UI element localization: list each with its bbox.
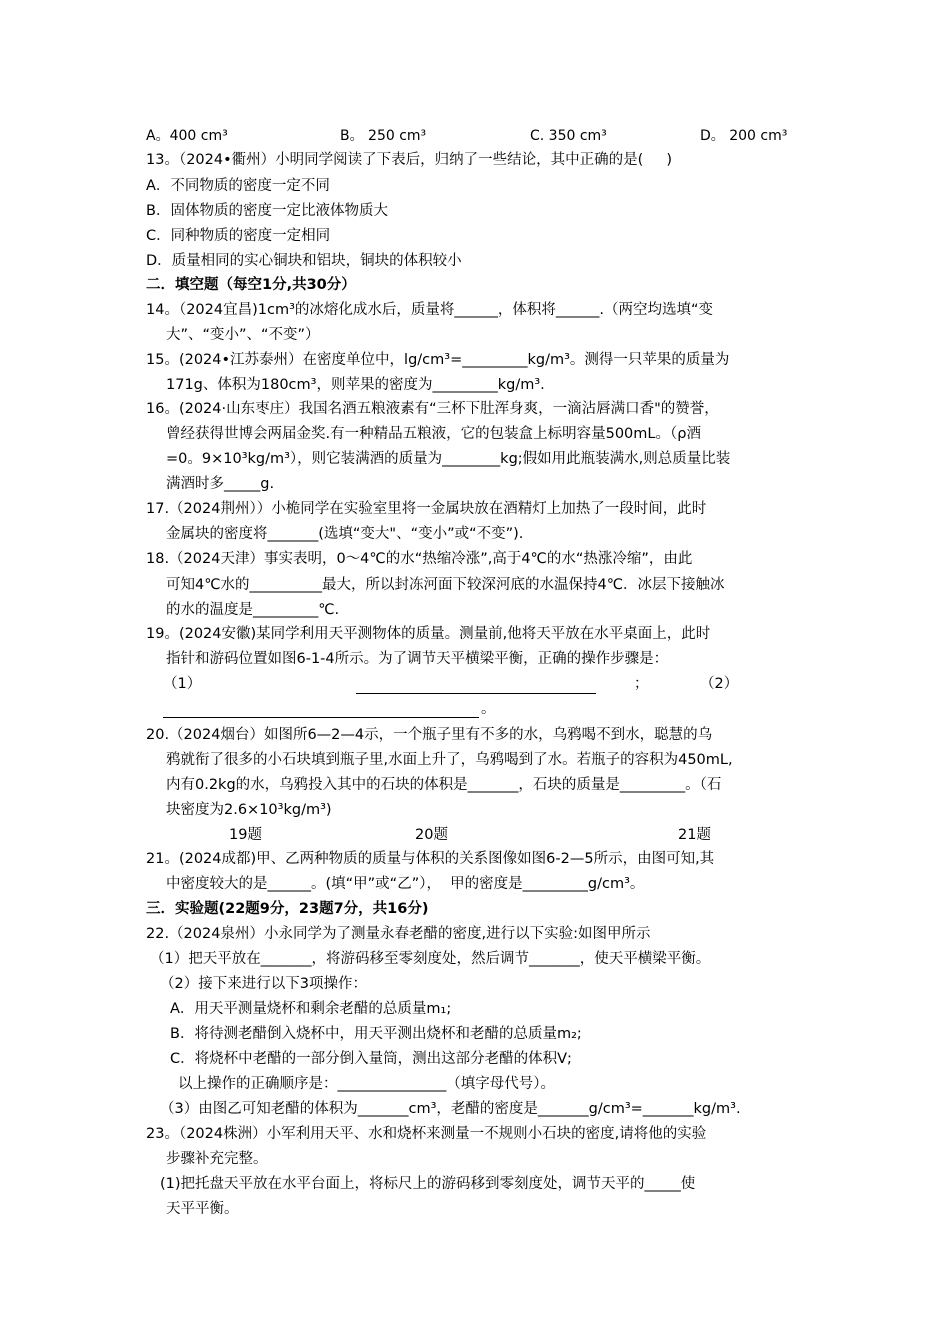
figure-label-19: 19题 [229,827,262,843]
q16-line-1: 16。(2024·山东枣庄）我国名酒五粮液素有“三杯下肚浑身爽，一滴沾唇满口香"的赞誉， [146,401,719,417]
q13-option-b: B．固体物质的密度一定比液体物质大 [146,203,388,219]
q22-part-2: （2）接下来进行以下3项操作： [160,976,367,992]
q13-option-a: A．不同物质的密度一定不同 [146,178,330,194]
q14-line-2: 大”、“变小”、“不变”） [166,327,320,343]
q17-line-1: 17.（2024荆州））小桅同学在实验室里将一金属块放在酒精灯上加热了一段时间，此时 [146,501,707,517]
q13-option-d: D．质量相同的实心铜块和铝块，铜块的体积较小 [146,253,462,269]
q18-line-3: 的水的温度是_________℃. [166,602,340,618]
q12-option-a: A。400 cm³ [146,128,228,144]
q20-line-2: 鸦就衔了很多的小石块填到瓶子里,水面上升了，乌鸦喝到了水。若瓶子的容积为450mL, [166,752,733,768]
q14-line-1: 14。（2024宜昌)1cm³的冰熔化成水后，质量将______，体积将______.（两空均选填“变 [146,302,714,318]
q19-answer-line-1 [356,693,596,694]
q17-line-2: 金属块的密度将_______(选填“变大"、“变小”或“不变”). [166,526,524,542]
q20-line-1: 20.（2024烟台）如图所6—2—4示，一个瓶子里有不多的水，乌鸦喝不到水，聪慧的乌 [146,727,713,743]
q15-line-2: 171g、体积为180cm³，则苹果的密度为_________kg/m³. [166,377,545,393]
figure-label-21: 21题 [678,827,711,843]
section-2-heading: 二．填空题（每空1分,共30分） [146,277,356,293]
q19-part-2-label: （2） [700,676,739,692]
q23-line-1: 23。（2024株洲）小军利用天平、水和烧杯来测量一不规则小石块的密度,请将他的实验 [146,1126,707,1142]
q22-part-1: （1）把天平放在_______，将游码移至零刻度处，然后调节_______，使天平横梁平衡。 [150,951,711,967]
section-3-heading: 三．实验题(22题9分，23题7分，共16分) [146,901,429,917]
q22-part-3: （3）由图乙可知老醋的体积为_______cm³，老醋的密度是_______g/cm³=_______kg/m³. [160,1101,741,1117]
q22-step-b: B．将待测老醋倒入烧杯中，用天平测出烧杯和老醋的总质量m₂; [170,1026,582,1042]
q23-line-2: 步骤补充完整。 [166,1151,268,1167]
q23-line-3: (1)把托盘天平放在水平台面上，将标尺上的游码移到零刻度处，调节天平的_____使 [160,1176,696,1192]
q22-order: 以上操作的正确顺序是：_______________（填字母代号）。 [178,1076,555,1092]
q13-stem: 13。（2024•衢州）小明同学阅读了下表后，归纳了一些结论，其中正确的是( ) [146,152,673,168]
q13-option-c: C．同种物质的密度一定相同 [146,228,331,244]
q21-line-1: 21。(2024成都)甲、乙两种物质的质量与体积的关系图像如图6-2—5所示，由图可知,其 [146,851,715,867]
q19-line-2: 指针和游码位置如图6-1-4所示。为了调节天平横梁平衡，正确的操作步骤是： [166,651,669,667]
q12-option-c: C. 350 cm³ [530,128,607,144]
q16-line-3: =0。9×10³kg/m³），则它装满酒的质量为________kg;假如用此瓶装满水,则总质量比装 [166,451,731,467]
q16-line-4: 满酒时多_____g. [166,476,275,492]
q18-line-2: 可知4℃水的__________最大，所以封冻河面下较深河底的水温保持4℃．冰层下接触冰 [166,577,725,593]
q18-line-1: 18.（2024天津）事实表明，0～4℃的水“热缩冷涨”,高于4℃的水“热涨冷缩”，由此 [146,551,693,567]
q12-option-b: B。 250 cm³ [340,128,427,144]
q19-semicolon: ； [634,676,649,692]
q19-line-1: 19。(2024安徽)某同学利用天平测物体的质量。测量前,他将天平放在水平桌面上，此时 [146,626,711,642]
q19-period: 。 [481,701,496,717]
q22-step-a: A．用天平测量烧杯和剩余老醋的总质量m₁; [170,1001,452,1017]
q12-option-d: D。 200 cm³ [700,128,788,144]
q22-step-c: C．将烧杯中老醋的一部分倒入量筒，测出这部分老醋的体积V; [170,1051,572,1067]
q19-answer-line-2 [163,717,479,718]
q23-line-4: 天平平衡。 [166,1201,239,1217]
q22-stem: 22.（2024泉州）小永同学为了测量永春老醋的密度,进行以下实验:如图甲所示 [146,926,651,942]
q15-line-1: 15。(2024•江苏泰州）在密度单位中，lg/cm³=_________kg/m³。测得一只苹果的质量为 [146,352,730,368]
figure-label-20: 20题 [415,827,448,843]
q20-line-4: 块密度为2.6×10³kg/m³) [166,802,332,818]
q21-line-2: 中密度较大的是______。(填“甲”或“乙”）， 甲的密度是_________g/cm³。 [166,876,645,892]
q16-line-2: 曾经获得世博会两届金奖.有一种精品五粮液，它的包装盒上标明容量500mL。（ρ酒 [166,426,701,442]
q19-part-1-label: （1） [163,676,202,692]
q20-line-3: 内有0.2kg的水，乌鸦投入其中的石块的体积是_______，石块的质量是_________。（石 [166,777,722,793]
